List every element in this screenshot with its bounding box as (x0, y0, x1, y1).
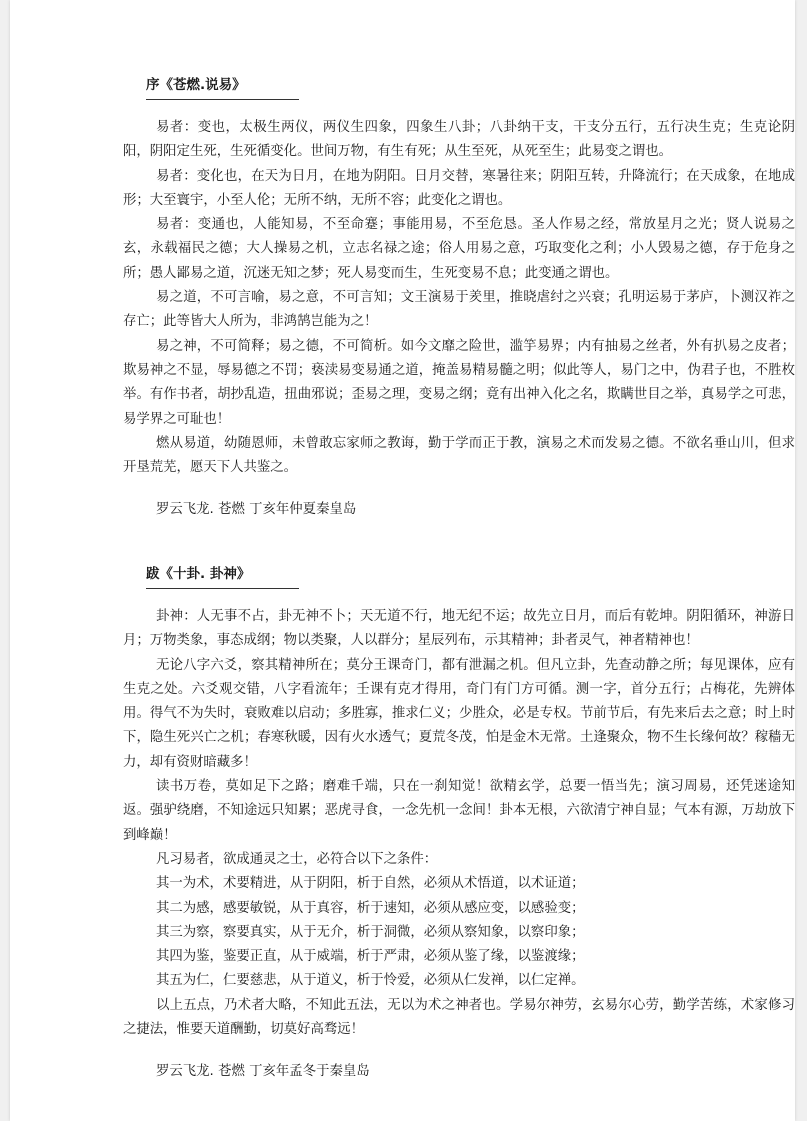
paragraph: 其一为术，术要精进，从于阴阳，析于自然，必须从术悟道，以术证道； (156, 876, 585, 892)
paragraph: 易者：变通也，人能知易，不至命蹇；事能用易，不至危恳。圣人作易之经，常放星月之光；贤人说易之玄，永载福民之德；大人操易之机，立志名禄之途；俗人用易之意，巧取变化之利；小人毁易之德，存于危身之所；愚人鄙易之道，沉迷无知之梦；死人易变而生，生死变易不息；此变通之谓也。 (123, 217, 795, 281)
document-page (10, 0, 795, 1121)
paragraph: 凡习易者，欲成通灵之士，必符合以下之条件： (156, 851, 438, 867)
paragraph: 以上五点，乃术者大略，不知此五法，无以为术之神者也。学易尔神劳，玄易尔心劳，勤学苦练，术家修习之捷法，惟要天道酬勤，切莫好高骛远！ (123, 997, 795, 1038)
paragraph: 其二为感，感要敏锐，从于真容，析于速知，必须从感应变，以感验变； (156, 900, 585, 916)
preface-section (123, 75, 795, 522)
postscript-section (123, 564, 795, 1084)
paragraph: 易之道，不可言喻，易之意，不可言知；文王演易于羑里，推晓虐纣之兴衰；孔明运易于茅庐，卜测汉祚之存亡；此等皆大人所为，非鸿鹄岂能为之！ (123, 290, 795, 330)
paragraph: 其四为鉴，鉴要正直，从于威端，析于严肃，必须从鉴了缘，以鉴渡缘； (156, 949, 585, 965)
postscript-title: 跋《十卦. 卦神》 (146, 566, 251, 582)
paragraph: 卦神：人无事不占，卦无神不卜；天无道不行，地无纪不运；故先立日月，而后有乾坤。阴阳循环，神游日月；万物类象，事态成纲；物以类聚，人以群分；星辰列布，示其精神；卦者灵气，神者精神也！ (123, 609, 795, 649)
preface-signature: 罗云飞龙. 苍燃 丁亥年仲夏秦皇岛 (156, 502, 357, 518)
paragraph: 燃从易道，幼随恩师，未曾敢忘家师之教诲，勤于学而正于教，演易之术而发易之德。不欲名垂山川，但求开垦荒芜，愿天下人共鉴之。 (123, 435, 795, 476)
title-underline (146, 99, 299, 100)
title-underline (146, 588, 299, 589)
paragraph: 其五为仁，仁要慈悲，从于道义，析于怜爱，必须从仁发禅，以仁定禅。 (156, 973, 585, 989)
preface-body (123, 116, 795, 480)
preface-title: 序《苍燃.说易》 (146, 77, 246, 93)
paragraph: 读书万卷，莫如足下之路；磨难千端，只在一刹知觉！欲精玄学，总要一悟当先；演习周易，还凭迷途知返。强驴绕磨，不知途远只知累；恶虎寻食，一念先机一念间！卦本无根，六欲清宁神自显；气本有源，万劫放下到峰巅！ (123, 779, 795, 843)
postscript-signature: 罗云飞龙. 苍燃 丁亥年孟冬于秦皇岛 (156, 1064, 370, 1080)
paragraph: 易之神，不可简释；易之德，不可简析。如今文靡之险世，滥竽易界；内有抽易之丝者，外有扒易之皮者；欺易神之不显，辱易德之不罚；亵渎易变易通之道，掩盖易精易髓之明；似此等人，易门之中，伪君子也，不胜枚举。有作书者，胡抄乱造，扭曲邪说；歪易之理，变易之纲；竟有出神入化之名，欺瞒世目之举，真易学之可悲，易学界之可耻也！ (123, 338, 795, 427)
paragraph: 易者：变也，太极生两仪，两仪生四象，四象生八卦；八卦纳干支，干支分五行，五行决生克；生克论阴阳，阴阳定生死，生死循变化。世间万物，有生有死；从生至死，从死至生；此易变之谓也。 (123, 120, 795, 160)
postscript-body (123, 605, 795, 1042)
paragraph: 其三为察，察要真实，从于无介，析于洞微，必须从察知象，以察印象； (156, 924, 585, 940)
paragraph: 无论八字六爻，察其精神所在；莫分王课奇门，都有泄漏之机。但凡立卦，先查动静之所；每见课体，应有生克之处。六爻观交错，八字看流年；壬课有克才得用，奇门有门方可循。测一字，首分五行；占梅花，先辨体用。得气不为失时，衰败难以启动；多胜寡，推求仁义；少胜众，必是专权。节前节后，有先来后去之意；时上时下，隐生死兴亡之机；春寒秋暖，因有火水透气；夏荒冬茂，怕是金木无常。土逢聚众，物不生长缘何故？稼穑无力，却有资财暗藏多！ (123, 657, 795, 770)
paragraph: 易者：变化也，在天为日月，在地为阴阳。日月交替，寒暑往来；阴阳互转，升降流行；在天成象，在地成形；大至寰宇，小至人伦；无所不纳，无所不容；此变化之谓也。 (123, 168, 795, 208)
